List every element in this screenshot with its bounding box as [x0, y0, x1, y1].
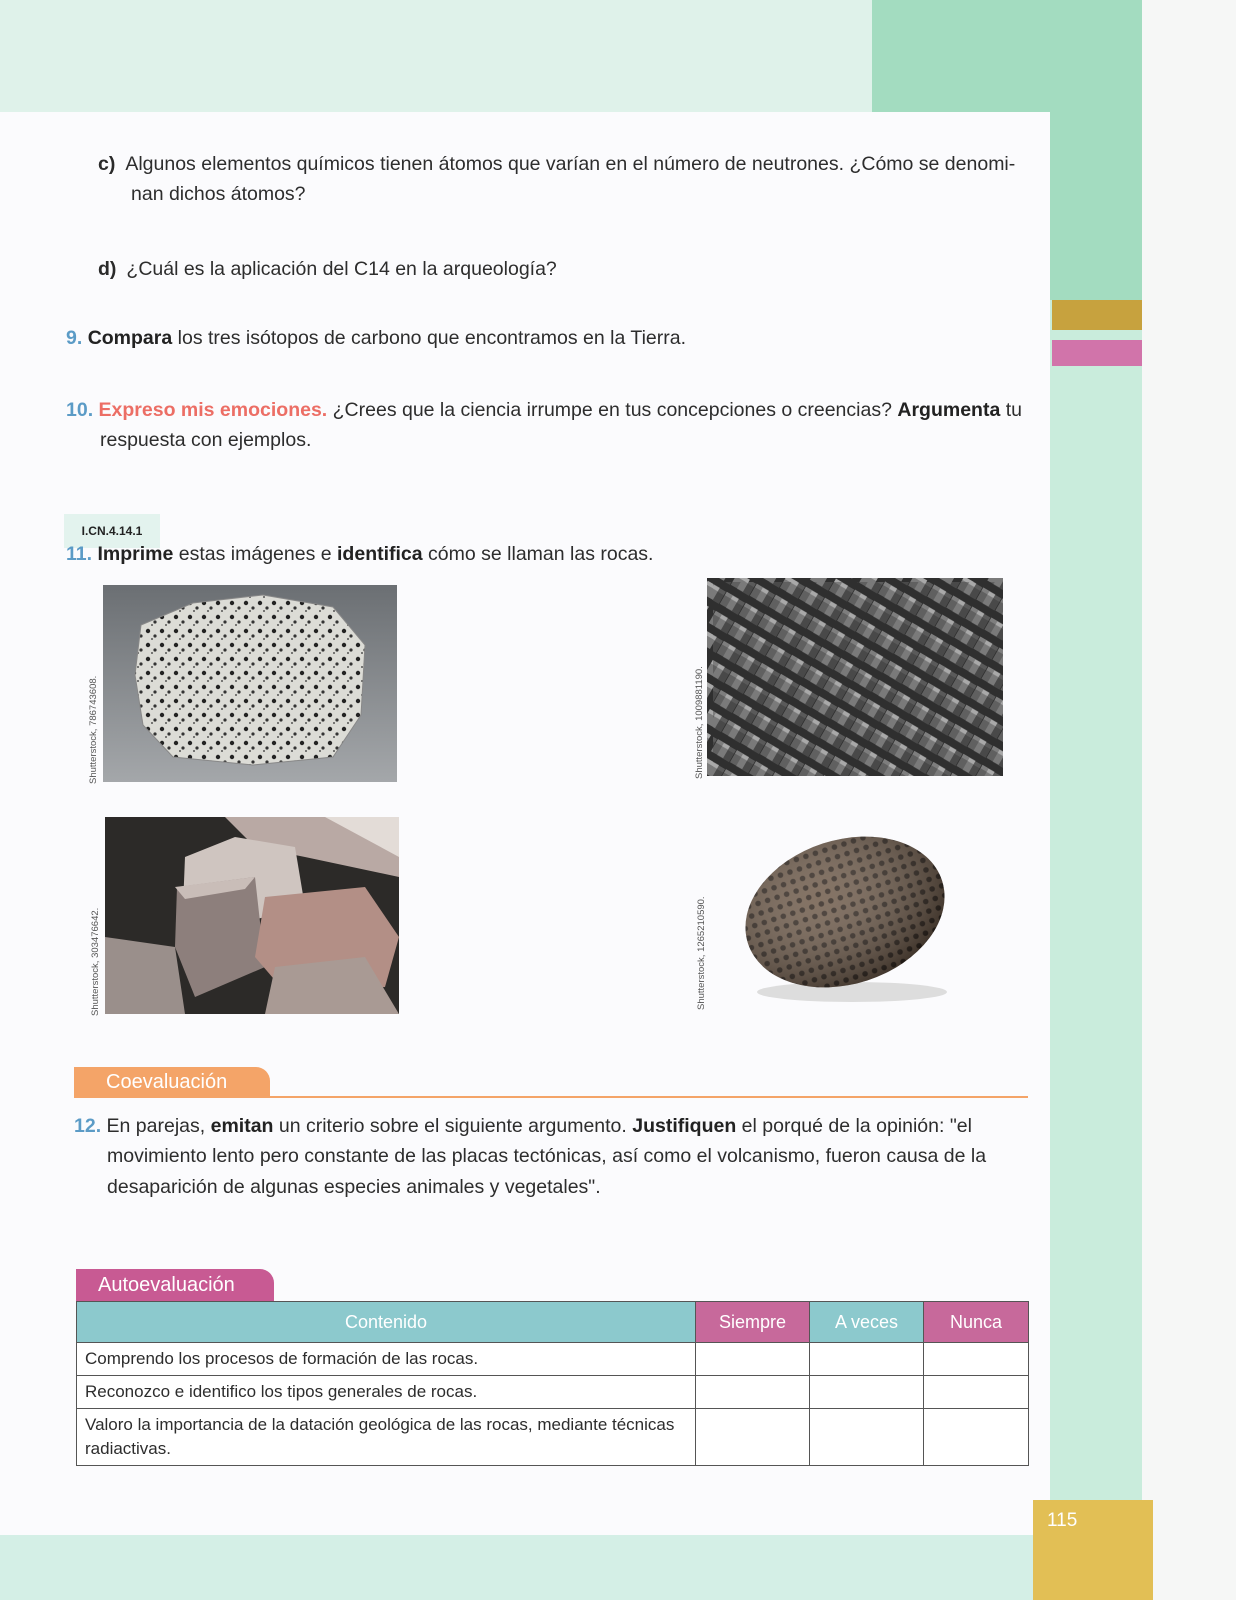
- question-9: [66, 322, 686, 354]
- question-number: 11.: [66, 543, 93, 565]
- emotions-label: Expreso mis emociones.: [98, 399, 328, 421]
- decorative-tab-pink: [1052, 340, 1142, 366]
- question-verb: Argumenta: [897, 399, 1001, 421]
- page-number: 115: [1033, 1500, 1153, 1600]
- question-11: [66, 538, 653, 570]
- coevaluacion-header: Coevaluación: [74, 1067, 270, 1097]
- autoevaluacion-table: [76, 1301, 1029, 1466]
- photo-credit: Shutterstock, 1265210590.: [696, 896, 707, 1010]
- checkbox-cell-nunca[interactable]: [924, 1376, 1029, 1409]
- question-10: [66, 394, 1022, 426]
- question-verb: Compara: [87, 327, 173, 349]
- decorative-tab-gold: [1052, 300, 1142, 330]
- decorative-band-bottom: [0, 1535, 1160, 1600]
- indicator-badge: I.CN.4.14.1: [64, 514, 160, 548]
- row-criterion: Comprendo los procesos de formación de las rocas.: [77, 1343, 696, 1376]
- column-header-a-veces: A veces: [810, 1302, 924, 1343]
- row-criterion: Valoro la importancia de la datación geológica de las rocas, mediante técnicas radiactivas.: [77, 1409, 696, 1466]
- decorative-band-side: [1040, 300, 1142, 1600]
- question-text: un criterio sobre el siguiente argumento.: [273, 1115, 633, 1137]
- checkbox-cell-nunca[interactable]: [924, 1343, 1029, 1376]
- question-d: [98, 253, 557, 285]
- checkbox-cell-a-veces[interactable]: [810, 1343, 924, 1376]
- question-label: c): [98, 153, 116, 175]
- pumice-stone-image: [730, 832, 970, 1012]
- question-verb: emitan: [210, 1115, 274, 1137]
- question-c-line2: nan dichos átomos?: [131, 183, 306, 205]
- checkbox-cell-siempre[interactable]: [696, 1376, 810, 1409]
- table-row: [77, 1409, 1029, 1466]
- gneiss-rocks-image: [105, 817, 399, 1014]
- question-text: ¿Crees que la ciencia irrumpe en tus concepciones o creencias?: [327, 399, 898, 421]
- column-header-siempre: Siempre: [696, 1302, 810, 1343]
- page-edge: [1142, 0, 1236, 1600]
- checkbox-cell-siempre[interactable]: [696, 1343, 810, 1376]
- question-text: los tres isótopos de carbono que encontramos en la Tierra.: [172, 327, 687, 349]
- question-text: tu: [1000, 399, 1022, 421]
- question-12-line2: movimiento lento pero constante de las placas tectónicas, así como el volcanismo, fueron causa de la: [107, 1145, 987, 1167]
- question-number: 9.: [66, 327, 83, 349]
- table-header-row: [77, 1302, 1029, 1343]
- page: [0, 112, 1050, 1535]
- question-label: d): [98, 258, 117, 280]
- table-row: [77, 1376, 1029, 1409]
- photo-credit: Shutterstock, 786743608.: [88, 675, 99, 784]
- photo-credit: Shutterstock, 1009881190.: [694, 666, 705, 779]
- question-12-line3: desaparición de algunas especies animales y vegetales".: [107, 1176, 601, 1198]
- granite-rock-image: [103, 585, 397, 782]
- question-12: [74, 1110, 972, 1142]
- question-c: [98, 148, 1015, 180]
- checkbox-cell-nunca[interactable]: [924, 1409, 1029, 1466]
- question-text: el porqué de la opinión: "el: [736, 1115, 972, 1137]
- question-text: ¿Cuál es la aplicación del C14 en la arqueología?: [126, 258, 557, 280]
- photo-credit: Shutterstock, 303476642.: [90, 907, 101, 1016]
- autoevaluacion-header: Autoevaluación: [76, 1269, 274, 1301]
- basalt-columns-image: [707, 578, 1003, 776]
- question-text: cómo se llaman las rocas.: [422, 543, 654, 565]
- coevaluacion-divider: [74, 1096, 1028, 1098]
- checkbox-cell-a-veces[interactable]: [810, 1376, 924, 1409]
- question-number: 12.: [74, 1115, 102, 1137]
- question-verb: Justifiquen: [632, 1115, 737, 1137]
- question-verb: identifica: [337, 543, 423, 565]
- column-header-nunca: Nunca: [924, 1302, 1029, 1343]
- checkbox-cell-a-veces[interactable]: [810, 1409, 924, 1466]
- column-header-contenido: Contenido: [77, 1302, 696, 1343]
- question-text: En parejas,: [106, 1115, 211, 1137]
- question-text: estas imágenes e: [173, 543, 338, 565]
- question-text: Algunos elementos químicos tienen átomos que varían en el número de neutrones. ¿Cómo se denomi-: [125, 153, 1016, 175]
- row-criterion: Reconozco e identifico los tipos generales de rocas.: [77, 1376, 696, 1409]
- checkbox-cell-siempre[interactable]: [696, 1409, 810, 1466]
- table-row: [77, 1343, 1029, 1376]
- question-number: 10.: [66, 399, 94, 421]
- question-verb: Imprime: [97, 543, 174, 565]
- question-10-line2: respuesta con ejemplos.: [100, 429, 312, 451]
